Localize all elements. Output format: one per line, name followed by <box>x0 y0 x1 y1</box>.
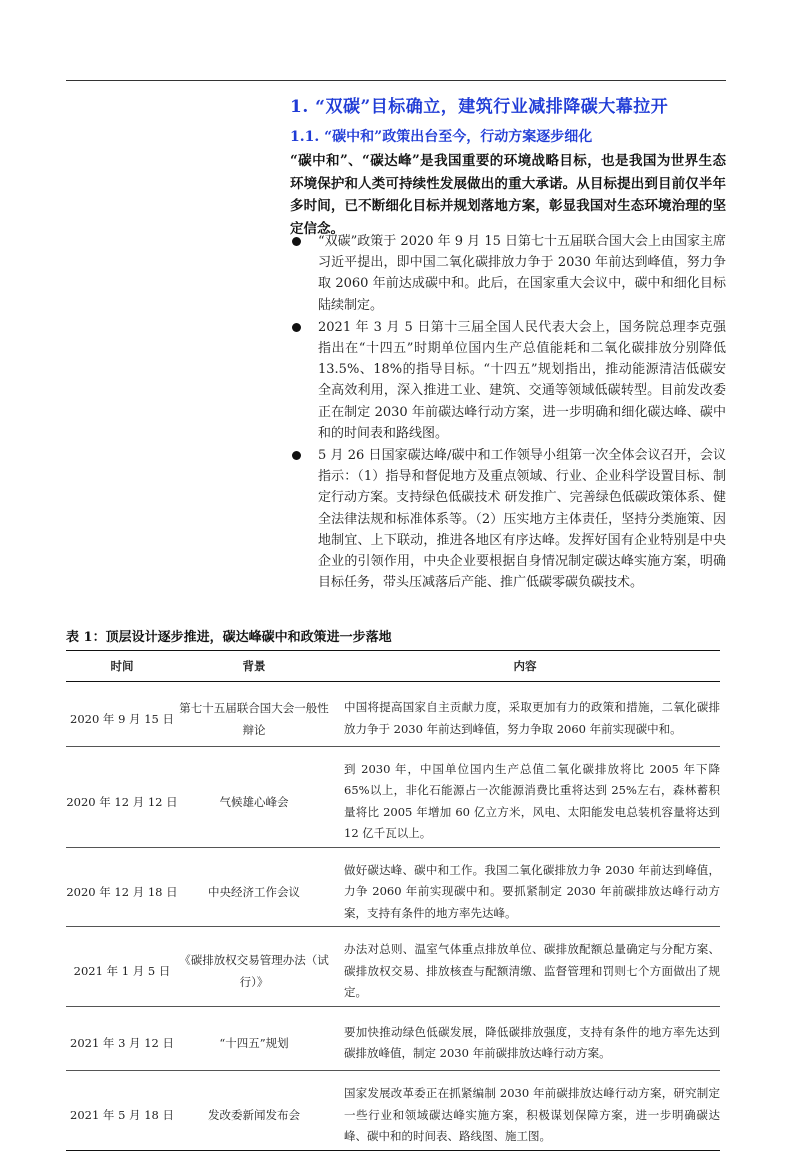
bullet-text: “双碳”政策于 2020 年 9 月 15 日第七十五届联合国大会上由国家主席习近平提出，即中国二氧化碳排放力争于 2030 年前达到峰值，努力争取 2060 年前达成碳中和。此后，在国家重大会议中，碳中和细化目标陆续制定。 <box>318 234 726 313</box>
bullet-text: 5 月 26 日国家碳达峰/碳中和工作领导小组第一次全体会议召开，会议指示：（1）指导和督促地方及重点领域、行业、企业科学设置目标、制定行动方案。支持绿色低碳技术 研发推广、完善绿色低碳政策体系、健全法律法规和标准体系等。（2）压实地方主体责任，坚持分类施策、因地制宜、上下联动，推进各地区有序达峰。发挥好国有企业特别是中央企业的引领作用，中央企业要根据自身情况制定碳达峰实施方案，明确目标任务，带头压减落后产能、推广低碳零碳负碳技术。 <box>318 448 726 591</box>
bullet-list <box>290 231 726 594</box>
cell-time: 2020 年 12 月 12 日 <box>66 757 178 848</box>
cell-background: “十四五”规划 <box>178 1017 330 1071</box>
cell-background: 第七十五届联合国大会一般性辩论 <box>178 692 330 746</box>
cell-background: 《碳排放权交易管理办法（试行）》 <box>178 937 330 1006</box>
cell-time: 2021 年 5 月 18 日 <box>66 1081 178 1150</box>
policy-table <box>66 650 720 1151</box>
table-row <box>66 757 720 848</box>
bullet-dot-icon <box>292 237 301 246</box>
column-header-time: 时间 <box>66 651 178 682</box>
header-rule <box>66 80 726 81</box>
subsection-heading: 1.1. “碳中和”政策出台至今，行动方案逐步细化 <box>290 129 593 145</box>
lead-paragraph: “碳中和”、“碳达峰”是我国重要的环境战略目标，也是我国为世界生态环境保护和人类可持续性发展做出的重大承诺。从目标提出到目前仅半年多时间，已不断细化目标并规划落地方案，彰显我国对生态环境治理的坚定信念。 <box>290 153 726 237</box>
cell-background: 中央经济工作会议 <box>178 858 330 927</box>
cell-time: 2021 年 1 月 5 日 <box>66 937 178 1006</box>
section-heading: 1. “双碳”目标确立，建筑行业减排降碳大幕拉开 <box>290 97 669 117</box>
cell-content: 国家发展改革委正在抓紧编制 2030 年前碳排放达峰行动方案，研究制定一些行业和领域碳达峰实施方案，积极谋划保障方案，进一步明确碳达峰、碳中和的时间表、路线图、施工图。 <box>330 1081 720 1150</box>
cell-content: 中国将提高国家自主贡献力度，采取更加有力的政策和措施，二氧化碳排放力争于 2030 年前达到峰值，努力争取 2060 年前实现碳中和。 <box>330 692 720 746</box>
table-header-row <box>66 651 720 682</box>
cell-background: 气候雄心峰会 <box>178 757 330 848</box>
bullet-item <box>290 445 726 593</box>
bullet-text: 2021 年 3 月 5 日第十三届全国人民代表大会上，国务院总理李克强指出在“十四五”时期单位国内生产总值能耗和二氧化碳排放分别降低 13.5%、18%的指导目标。“十四五”规划指出，推动能源清洁低碳安全高效利用，深入推进工业、建筑、交通等领域低碳转型。目前发改委正在制定 2030 年前碳达峰行动方案，进一步明确和细化碳达峰、碳中和的时间表和路线图。 <box>318 319 726 441</box>
cell-content: 到 2030 年，中国单位国内生产总值二氧化碳排放将比 2005 年下降 65%以上，非化石能源占一次能源消费比重将达到 25%左右，森林蓄积量将比 2005 年增加 60 亿立方米，风电、太阳能发电总装机容量将达到 12 亿千瓦以上。 <box>330 757 720 848</box>
cell-content: 办法对总则、温室气体重点排放单位、碳排放配额总量确定与分配方案、碳排放权交易、排放核查与配额清缴、监督管理和罚则七个方面做出了规定。 <box>330 937 720 1006</box>
cell-content: 做好碳达峰、碳中和工作。我国二氧化碳排放力争 2030 年前达到峰值，力争 2060 年前实现碳中和。要抓紧制定 2030 年前碳排放达峰行动方案，支持有条件的地方率先达峰。 <box>330 858 720 927</box>
cell-time: 2021 年 3 月 12 日 <box>66 1017 178 1071</box>
bullet-item <box>290 231 726 316</box>
table-row <box>66 937 720 1006</box>
column-header-background: 背景 <box>178 651 330 682</box>
cell-content: 要加快推动绿色低碳发展，降低碳排放强度，支持有条件的地方率先达到碳排放峰值，制定 2030 年前碳排放达峰行动方案。 <box>330 1017 720 1071</box>
cell-background: 发改委新闻发布会 <box>178 1081 330 1150</box>
cell-time: 2020 年 12 月 18 日 <box>66 858 178 927</box>
bullet-dot-icon <box>292 451 301 460</box>
table-row <box>66 858 720 927</box>
table-row <box>66 1017 720 1071</box>
bullet-dot-icon <box>292 323 301 332</box>
column-header-content: 内容 <box>330 651 720 682</box>
table-row <box>66 692 720 746</box>
table-row <box>66 1081 720 1150</box>
table-caption: 表 1：顶层设计逐步推进，碳达峰碳中和政策进一步落地 <box>66 630 392 645</box>
cell-time: 2020 年 9 月 15 日 <box>66 692 178 746</box>
bullet-item <box>290 317 726 444</box>
